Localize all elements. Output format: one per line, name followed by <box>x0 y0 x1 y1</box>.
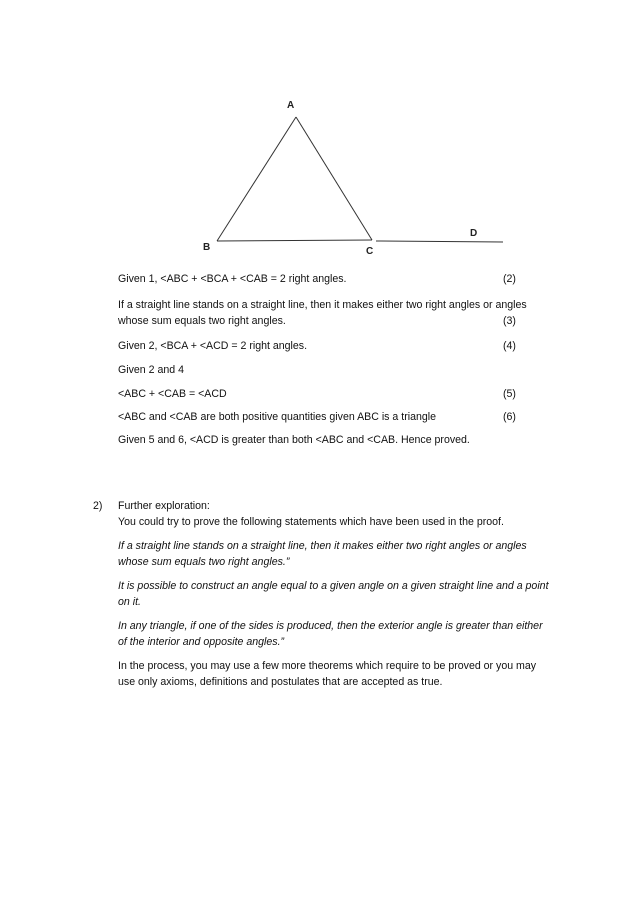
vertex-label-b: B <box>203 242 211 253</box>
point-label-d: D <box>470 228 478 239</box>
proof-step-3: Given 2, <BCA + <ACD = 2 right angles. <box>118 340 308 352</box>
proof-conclusion: Given 5 and 6, <ACD is greater than both <ABC and <CAB. Hence proved. <box>118 434 470 446</box>
proof-step-4: Given 2 and 4 <box>118 364 184 376</box>
section-heading: Further exploration: <box>118 500 210 512</box>
triangle-figure <box>0 0 638 270</box>
statement-3-line-2: of the interior and opposite angles.” <box>118 636 285 648</box>
statement-1-line-1: If a straight line stands on a straight line, then it makes either two right angles or angles <box>118 540 527 552</box>
proof-step-2-line-1: If a straight line stands on a straight line, then it makes either two right angles or angles <box>118 299 527 311</box>
proof-step-1: Given 1, <ABC + <BCA + <CAB = 2 right angles. <box>118 273 347 285</box>
section-number: 2) <box>93 500 103 512</box>
vertex-label-c: C <box>366 246 374 257</box>
proof-step-6-number: (6) <box>503 411 516 423</box>
side-ab <box>217 117 296 241</box>
side-bc <box>217 240 372 241</box>
closing-line-2: use only axioms, definitions and postulates that are accepted as true. <box>118 676 443 688</box>
extension-cd <box>376 241 503 242</box>
side-ac <box>296 117 372 240</box>
vertex-label-a: A <box>287 100 295 111</box>
proof-step-5-number: (5) <box>503 388 516 400</box>
proof-step-5: <ABC + <CAB = <ACD <box>118 388 227 400</box>
statement-1-line-2: whose sum equals two right angles.” <box>118 556 290 568</box>
proof-step-1-number: (2) <box>503 273 516 285</box>
proof-step-2-line-2: whose sum equals two right angles. <box>118 315 286 327</box>
proof-step-6: <ABC and <CAB are both positive quantities given ABC is a triangle <box>118 411 436 423</box>
proof-step-3-number: (4) <box>503 340 516 352</box>
section-intro: You could try to prove the following statements which have been used in the proof. <box>118 516 504 528</box>
proof-step-2-number: (3) <box>503 315 516 327</box>
statement-3-line-1: In any triangle, if one of the sides is produced, then the exterior angle is greater than either <box>118 620 543 632</box>
closing-line-1: In the process, you may use a few more theorems which require to be proved or you may <box>118 660 537 672</box>
statement-2-line-2: on it. <box>118 596 141 608</box>
statement-2-line-1: It is possible to construct an angle equal to a given angle on a given straight line and a point <box>118 580 549 592</box>
